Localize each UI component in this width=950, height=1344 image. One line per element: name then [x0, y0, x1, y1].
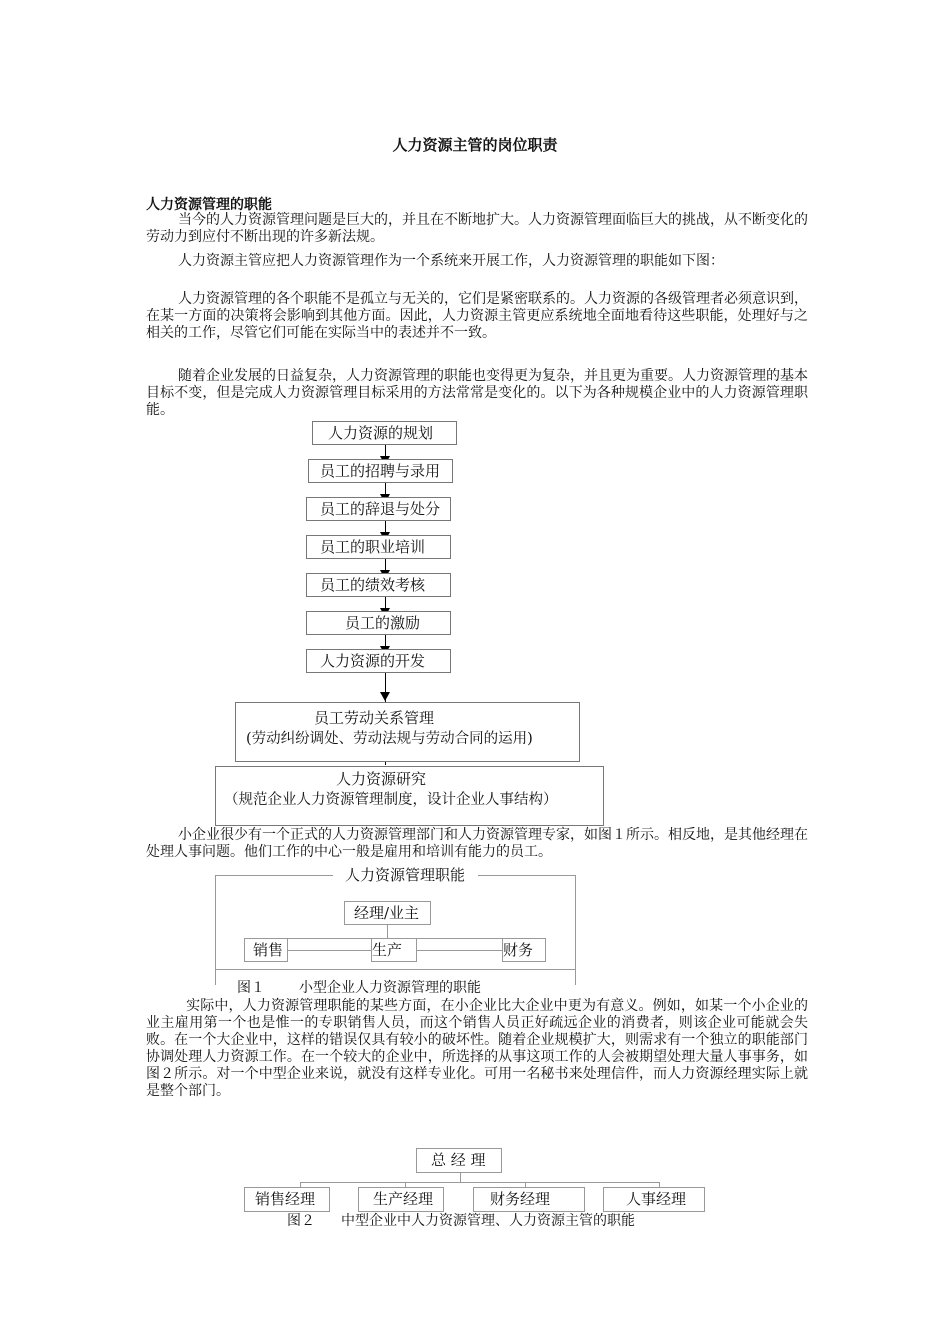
flow-step-planning: 人力资源的规划 — [312, 421, 457, 445]
paragraph-3: 人力资源管理的各个职能不是孤立与无关的，它们是紧密联系的。人力资源的各级管理者必须意识到，在某一方面的决策将会影响到其他方面。因此，人力资源主管更应系统地全面地看待这些职能，处理好与之相关的工作，尽管它们可能在实际当中的表述并不一致。 — [146, 291, 808, 341]
flow-step-hr-research — [215, 766, 604, 826]
labor-relations-detail: (劳动纠纷调处、劳动法规与劳动合同的运用) — [246, 731, 533, 747]
flow-step-motivation: 员工的激励 — [306, 611, 451, 635]
page-title: 人力资源主管的岗位职责 — [392, 136, 558, 154]
fig1-owner-box: 经理/业主 — [344, 901, 431, 925]
fig2-finance-manager-box: 财务经理 — [473, 1187, 585, 1212]
arrow-icon — [380, 692, 390, 701]
fig1-caption: 小型企业人力资源管理的职能 — [299, 980, 481, 996]
paragraph-6: 实际中，人力资源管理职能的某些方面，在小企业比大企业中更为有意义。例如，如某一个小企业的业主雇用第一个也是惟一的专职销售人员，而这个销售人员正好疏远企业的消费者，则该企业可能就会失败。在一个大企业中，这样的错误仅具有较小的破坏性。随着企业规模扩大，则需求有一个独立的职能部门协调处理人力资源工作。在一个较大的企业中，所选择的从事这项工作的人会被期望处理大量人事事务，如图２所示。对一个中型企业来说，就没有这样专业化。可用一名秘书来处理信件，而人力资源经理实际上就是整个部门。 — [146, 998, 808, 1099]
paragraph-1: 当今的人力资源管理问题是巨大的，并且在不断地扩大。人力资源管理面临巨大的挑战，从不断变化的劳动力到应付不断出现的许多新法规。 — [146, 212, 808, 245]
fig2-caption-number: 图２ — [287, 1213, 315, 1229]
fig1-production-box: 生产 — [371, 938, 417, 962]
section-heading: 人力资源管理的职能 — [146, 197, 272, 213]
fig1-finance-box: 财务 — [502, 938, 546, 962]
fig2-hr-manager-box: 人事经理 — [603, 1187, 705, 1212]
paragraph-5: 小企业很少有一个正式的人力资源管理部门和人力资源管理专家，如图１所示。相反地，是其他经理在处理人事问题。他们工作的中心一般是雇用和培训有能力的员工。 — [146, 827, 808, 860]
fig2-production-manager-box: 生产经理 — [358, 1187, 444, 1212]
flow-step-recruitment: 员工的招聘与录用 — [308, 459, 453, 483]
fig2-general-manager-box: 总 经 理 — [416, 1148, 502, 1173]
hr-research-title: 人力资源研究 — [336, 770, 427, 788]
fig1-sales-box: 销售 — [244, 938, 288, 962]
paragraph-4: 随着企业发展的日益复杂，人力资源管理的职能也变得更为复杂，并且更为重要。人力资源管理的基本目标不变，但是完成人力资源管理目标采用的方法常常是变化的。以下为各种规模企业中的人力资源管理职能。 — [146, 368, 808, 418]
fig1-frame-title: 人力资源管理职能 — [345, 866, 466, 884]
labor-relations-title: 员工劳动关系管理 — [314, 709, 435, 727]
hr-research-detail: （规范企业人力资源管理制度，设计企业人事结构） — [224, 792, 558, 808]
flow-step-labor-relations — [235, 702, 580, 762]
flow-step-dismissal: 员工的辞退与处分 — [306, 497, 451, 521]
flow-step-development: 人力资源的开发 — [306, 649, 451, 673]
fig2-caption: 中型企业中人力资源管理、人力资源主管的职能 — [341, 1213, 635, 1229]
flow-step-training: 员工的职业培训 — [306, 535, 451, 559]
fig2-sales-manager-box: 销售经理 — [244, 1187, 330, 1212]
fig1-caption-number: 图１ — [237, 980, 265, 996]
paragraph-2: 人力资源主管应把人力资源管理作为一个系统来开展工作，人力资源管理的职能如下图： — [178, 253, 724, 269]
flow-step-appraisal: 员工的绩效考核 — [306, 573, 451, 597]
